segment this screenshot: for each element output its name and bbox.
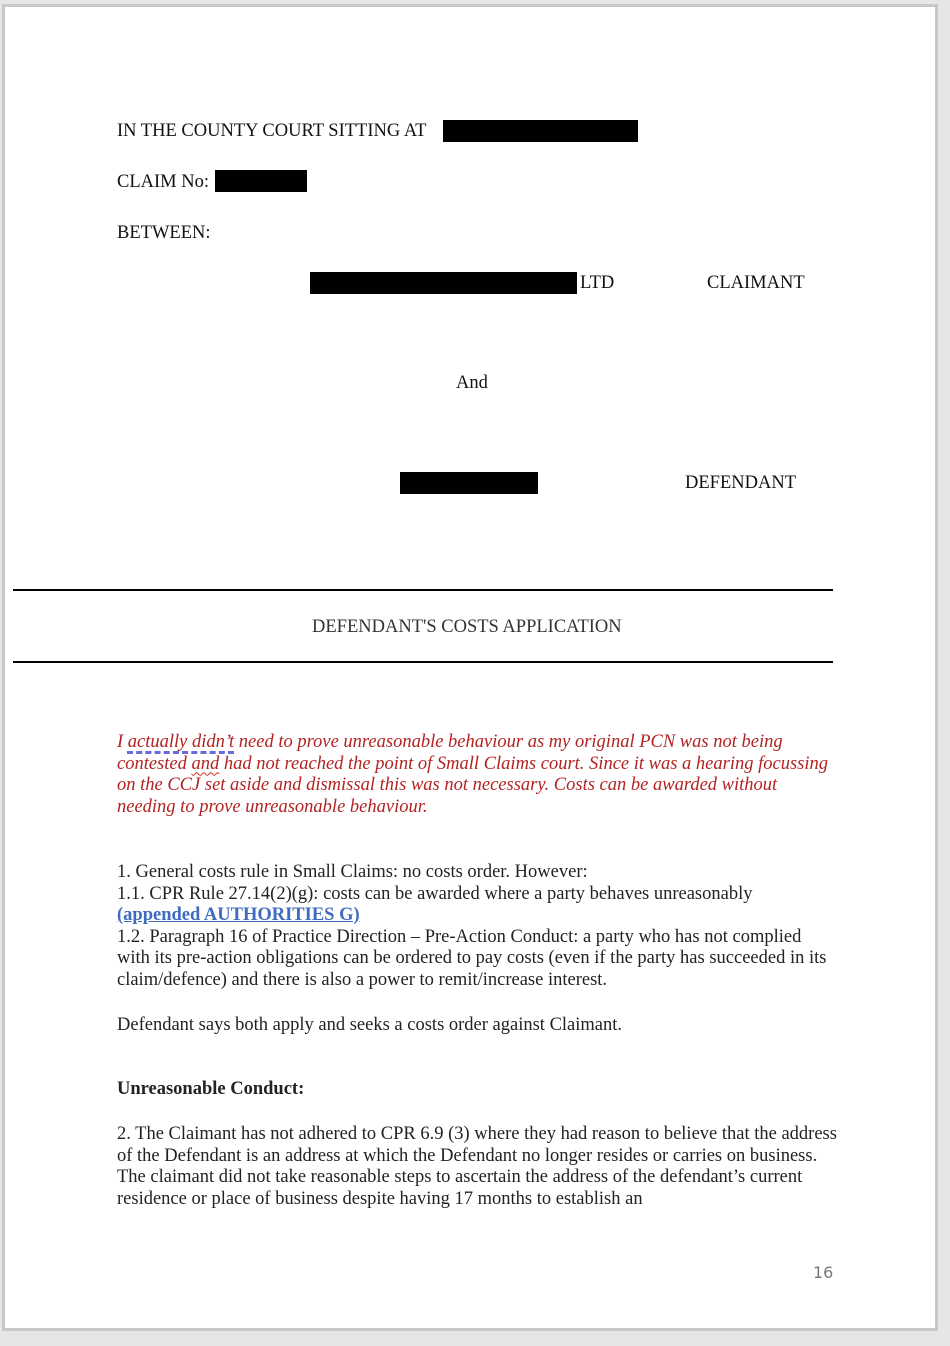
redacted-court-location bbox=[443, 120, 638, 142]
document-title: DEFENDANT'S COSTS APPLICATION bbox=[312, 617, 622, 637]
claimant-role-label: CLAIMANT bbox=[707, 273, 805, 293]
page-number: 16 bbox=[813, 1263, 834, 1282]
court-label: IN THE COUNTY COURT SITTING AT bbox=[117, 121, 427, 141]
note-text: had not reached the point of Small Claims court. Since it was a hearing focussing on the CCJ set aside and dismissal this was not necessary. Costs can be awarded without needing to prove unreasonable behaviour. bbox=[117, 753, 828, 817]
and-label: And bbox=[456, 373, 488, 393]
note-text: need to prove unreasonable behaviour as my original PCN was not being contested bbox=[117, 732, 783, 774]
costs-rules-block bbox=[117, 862, 837, 991]
red-annotation-note bbox=[117, 732, 837, 818]
title-bottom-rule bbox=[13, 661, 833, 663]
claimant-suffix: LTD bbox=[580, 273, 615, 293]
paragraph-1-1: 1.1. CPR Rule 27.14(2)(g): costs can be awarded where a party behaves unreasonably bbox=[117, 883, 753, 904]
defendant-role-label: DEFENDANT bbox=[685, 473, 796, 493]
spelling-flagged-text[interactable]: and bbox=[191, 753, 220, 774]
paragraph-2: 2. The Claimant has not adhered to CPR 6.9 (3) where they had reason to believe that the address of the Defendant is an address at which the Defendant no longer resides or carries on business. The claimant did not take reasonable steps to ascertain the address of the defendant’s current residence or place of business despite having 17 months to establish an bbox=[117, 1124, 837, 1209]
claim-number-label: CLAIM No: bbox=[117, 172, 209, 192]
grammar-flagged-text[interactable]: actually didn’t bbox=[127, 732, 235, 752]
section-heading-unreasonable-conduct: Unreasonable Conduct: bbox=[117, 1079, 305, 1099]
title-top-rule bbox=[13, 589, 833, 591]
redacted-claimant-name bbox=[310, 272, 577, 294]
document-page bbox=[2, 4, 938, 1331]
summary-paragraph: Defendant says both apply and seeks a costs order against Claimant. bbox=[117, 1015, 623, 1035]
note-text: I bbox=[117, 732, 128, 752]
paragraph-1-2: 1.2. Paragraph 16 of Practice Direction – Pre-Action Conduct: a party who has not complied with its pre-action obligations can be ordered to pay costs (even if the party has succeeded in its claim/defence) and there is also a power to remit/increase interest. bbox=[117, 926, 827, 990]
redacted-defendant-name bbox=[400, 472, 538, 494]
paragraph-1: 1. General costs rule in Small Claims: no costs order. However: bbox=[117, 862, 588, 882]
redacted-claim-number bbox=[215, 170, 307, 192]
authorities-g-link[interactable]: (appended AUTHORITIES G) bbox=[117, 905, 360, 925]
between-label: BETWEEN: bbox=[117, 223, 211, 243]
